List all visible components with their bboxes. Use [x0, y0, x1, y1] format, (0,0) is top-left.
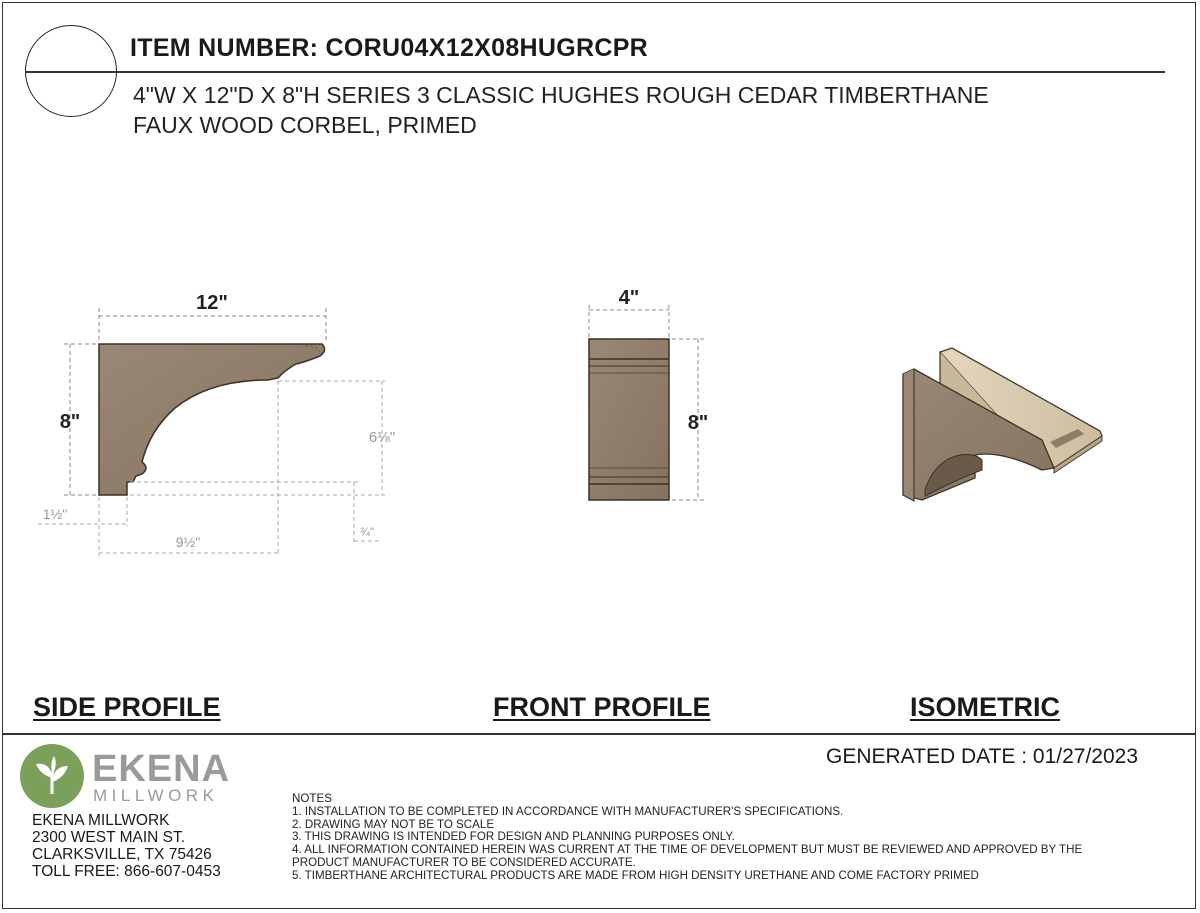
small-step-dimension: ¾": [359, 525, 375, 539]
description-line-2: FAUX WOOD CORBEL, PRIMED: [133, 112, 477, 138]
side-height-dimension: 8": [59, 411, 81, 433]
side-profile-shape: [99, 344, 325, 495]
logo-wordmark: EKENA: [92, 748, 231, 790]
note-line: 4. ALL INFORMATION CONTAINED HEREIN WAS CURRENT AT THE TIME OF DEVELOPMENT BUT MUST BE REVIEWED AND APPROVED BY THE: [292, 843, 1083, 857]
side-profile-title: SIDE PROFILE: [33, 692, 221, 722]
address-line: 2300 WEST MAIN ST.: [32, 829, 186, 846]
note-line: 1. INSTALLATION TO BE COMPLETED IN ACCORDANCE WITH MANUFACTURER'S SPECIFICATIONS.: [292, 804, 844, 818]
ekena-leaf-logo-icon: [20, 744, 84, 813]
address-line: EKENA MILLWORK: [32, 812, 170, 829]
isometric-title: ISOMETRIC: [910, 692, 1061, 722]
notes-heading: NOTES: [292, 792, 332, 805]
inner-height-dimension: 6⅛": [368, 429, 396, 446]
address-line: CLARKSVILLE, TX 75426: [32, 846, 212, 863]
front-width-dimension: 4": [618, 287, 640, 309]
front-profile-title: FRONT PROFILE: [493, 692, 711, 722]
side-profile-view: [38, 292, 395, 556]
bottom-length-dimension: 9½": [175, 534, 201, 550]
logo-subtitle: MILLWORK: [93, 786, 219, 805]
address-line: TOLL FREE: 866-607-0453: [32, 863, 221, 880]
note-line: 3. THIS DRAWING IS INTENDED FOR DESIGN AND PLANNING PURPOSES ONLY.: [292, 830, 735, 844]
item-number: ITEM NUMBER: CORU04X12X08HUGRCPR: [130, 34, 649, 62]
note-line: 2. DRAWING MAY NOT BE TO SCALE: [292, 817, 495, 831]
isometric-view: [903, 348, 1102, 501]
description-line-1: 4"W X 12"D X 8"H SERIES 3 CLASSIC HUGHES ROUGH CEDAR TIMBERTHANE: [133, 82, 989, 108]
note-line: 5. TIMBERTHANE ARCHITECTURAL PRODUCTS ARE MADE FROM HIGH DENSITY URETHANE AND COME FACTORY PRIMED: [292, 868, 979, 882]
generated-date: GENERATED DATE : 01/27/2023: [826, 745, 1139, 768]
note-line: PRODUCT MANUFACTURER TO BE CONSIDERED ACCURATE.: [292, 855, 636, 869]
notes-block: [292, 793, 1082, 883]
side-depth-dimension: 12": [196, 292, 228, 314]
front-height-dimension: 8": [687, 412, 709, 434]
bottom-step-dimension: 1½": [42, 506, 68, 522]
company-address: [32, 812, 221, 880]
front-profile-shape: [589, 339, 669, 500]
front-profile-view: [589, 287, 708, 500]
